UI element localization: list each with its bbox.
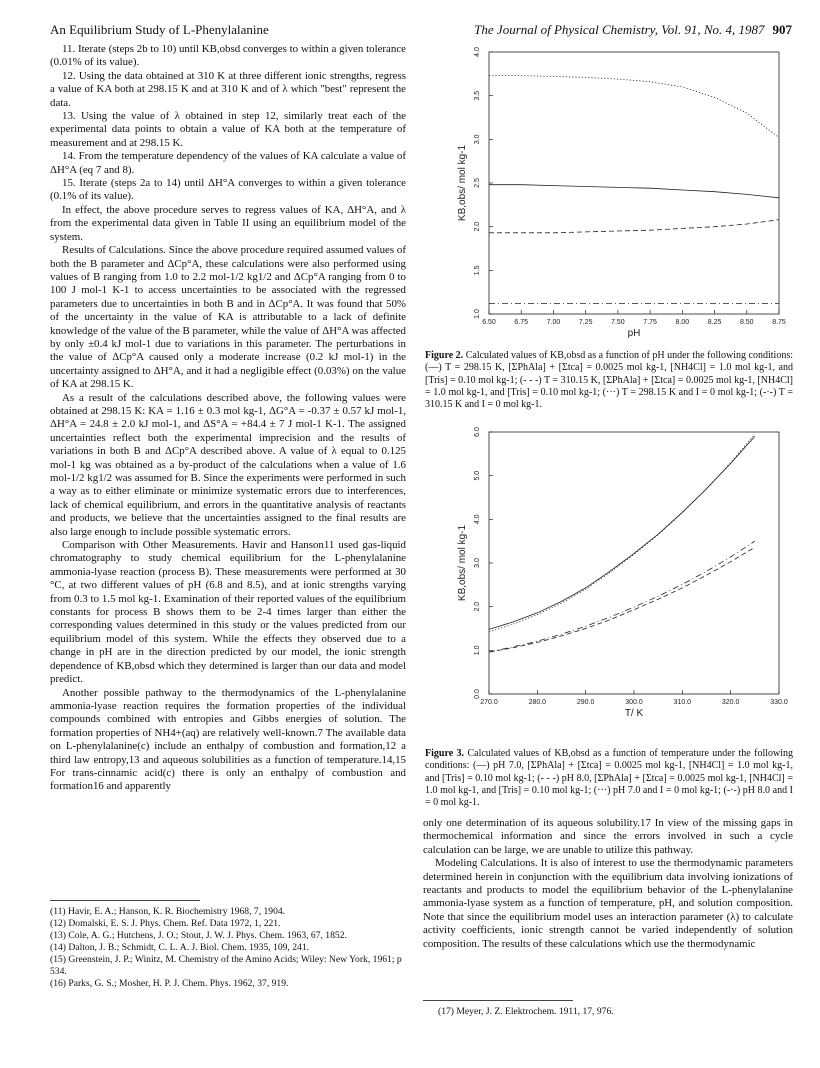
- x-tick-label: 8.50: [739, 319, 754, 326]
- y-tick-label: 1.5: [474, 265, 481, 276]
- x-tick-label: 300.0: [625, 699, 643, 706]
- series-line-dash-dot: [489, 541, 755, 652]
- paragraph: In effect, the above procedure serves to regress values of KA, ΔH°A, and λ from the experimental data given in Table II using an equilibrium model of the system.: [50, 203, 406, 243]
- x-tick-label: 7.75: [643, 319, 657, 326]
- series-line-dotted: [489, 434, 755, 632]
- y-tick-label: 0.0: [474, 689, 481, 699]
- x-tick-label: 6.50: [482, 319, 496, 326]
- y-tick-label: 1.0: [474, 645, 481, 656]
- x-tick-label: 310.0: [673, 699, 692, 706]
- figure-3-chart: [425, 420, 797, 735]
- footnote: (11) Havir, E. A.; Hanson, K. R. Biochemistry 1968, 7, 1904.: [50, 906, 286, 917]
- page-number: 907: [772, 22, 792, 37]
- figure-3-caption-text: Calculated values of KB,obsd as a function of temperature under the following conditions: (—) pH 7.0, [ΣPhAla] + [Σtca] = 0.0025 mol kg-1, [NH4Cl] = 1.0 mol kg-1, and [Tris] = 0.10 mol kg-1; (- - -) pH 8.0, [ΣPhAla] + [Σtca] = 0.0025 mol kg-1, [NH4Cl] = 1.0 mol kg-1, and [Tris] = 0.10 mol kg-1; (···) pH 7.0 and I = 0 mol kg-1; (-·-) pH 8.0 and I = 0 mol kg-1.: [425, 748, 793, 809]
- x-tick-label: 280.0: [528, 699, 547, 706]
- series-line-solid: [489, 436, 755, 629]
- x-tick-label: 8.25: [707, 319, 722, 326]
- figure-3-label: Figure 3.: [425, 748, 465, 759]
- x-tick-label: 270.0: [480, 699, 498, 706]
- y-tick-label: 6.0: [474, 427, 481, 437]
- x-tick-label: 7.00: [546, 319, 561, 326]
- footnotes-right: [438, 1006, 793, 1018]
- y-axis-label: KB,obs/ mol kg-1: [457, 144, 468, 222]
- footnote: (14) Dalton, J. B.; Schmidt, C. L. A. J. Biol. Chem. 1935, 109, 241.: [50, 942, 310, 953]
- paragraph: 11. Iterate (steps 2b to 10) until KB,obsd converges to within a given tolerance (0.01% of its value).: [50, 43, 406, 69]
- y-tick-label: 4.0: [474, 514, 481, 525]
- x-tick-label: 8.75: [772, 319, 786, 326]
- x-tick-label: 8.00: [675, 319, 690, 326]
- plot-frame: [489, 52, 779, 314]
- y-tick-label: 2.0: [474, 601, 481, 612]
- series-line-dashed: [489, 220, 779, 233]
- paragraph: Comparison with Other Measurements. Havir and Hanson11 used gas-liquid chromatography to study chemical equilibrium for the L-phenylalanine ammonia-lyase reaction (process B). These measurements were performed at 30 °C, at two different values of pH (6.8 and 8.5), and at ionic strengths varying from 0.3 to 1.5 mol kg-1. Examination of their reported values of the equilibrium constants for process B shows them to be 2-4 times larger than either the corresponding values determined in this study or the values predicted from our equilibrium model of this system. While the effects they observed due to a change in pH are in the direction predicted by our model, the ionic strength dependence of KB,obsd which they determined is larger than our data and model predict.: [50, 539, 406, 686]
- footnote-rule-left: [50, 900, 200, 901]
- y-tick-label: 3.5: [474, 90, 481, 101]
- paragraph: 12. Using the data obtained at 310 K at three different ionic strengths, regress a value of KA both at 298.15 K and at 310 K and of λ which "best" represent the data.: [50, 69, 406, 109]
- running-header-right: [474, 22, 792, 38]
- x-axis-label: T/ K: [624, 708, 644, 719]
- figure-2-chart: [425, 40, 797, 345]
- paragraph: Results of Calculations. Since the above procedure required assumed values of both the B parameter and ΔCp°A, these calculations were also performed using values of B ranging from 1.0 to 2.2 mol-1/2 kg1/2 and ΔCp°A ranging from 0 to 100 J mol-1 K-1 to access uncertainties to be associated with the regressed parameters due to uncertainties in both B and in ΔCp°A. It was found that 50% of the uncertainty in the value of KA is attributable to a lack of definite knowledge of the value of the B parameter, while the value of ΔH°A was affected by only ±0.4 kJ mol-1 due to variations in this parameter. The perturbations in the value of ΔCp°A caused only a moderate increase (0.2 kJ mol-1) in the uncertainty assigned to ΔH°A, and it had a negligible effect (0.03%) on the value of KA at 298.15 K.: [50, 244, 406, 391]
- figure-2-caption-text: Calculated values of KB,obsd as a function of pH under the following conditions: (—) T = 298.15 K, [ΣPhAla] + [Σtca] = 0.0025 mol kg-1, [NH4Cl] = 1.0 mol kg-1, and [Tris] = 0.10 mol kg-1; (- - -) T = 310.15 K, [ΣPhAla] + [Σtca] = 0.0025 mol kg-1, [NH4Cl] = 1.0 mol kg-1, and [Tris] = 0.10 mol kg-1; (···) T = 298.15 K and I = 0 mol kg-1; (-·-) T = 310.15 K and I = 0 mol kg-1.: [425, 350, 794, 411]
- y-tick-label: 1.0: [474, 309, 481, 319]
- paragraph: only one determination of its aqueous solubility.17 In view of the missing gaps in thermochemical information and since the errors involved in such a cycle calculation can be large, we are unable to utilize this pathway.: [423, 817, 793, 856]
- left-column: [50, 43, 406, 893]
- x-tick-label: 7.50: [611, 319, 625, 326]
- paragraph: 15. Iterate (steps 2a to 14) until ΔH°A converges to within a given tolerance (0.1% of its value).: [50, 177, 406, 203]
- footnote: (15) Greenstein, J. P.; Winitz, M. Chemistry of the Amino Acids; Wiley: New York, 1961; p 534.: [50, 954, 402, 977]
- series-line-dotted: [489, 76, 779, 138]
- footnote: (17) Meyer, J. Z. Elektrochem. 1911, 17, 976.: [438, 1006, 614, 1017]
- figure-2-label: Figure 2.: [425, 350, 464, 361]
- footnotes-left: [50, 906, 408, 990]
- x-tick-label: 320.0: [721, 699, 740, 706]
- plot-frame: [489, 432, 779, 694]
- y-axis-label: KB,obs/ mol kg-1: [457, 524, 468, 602]
- running-header-left: An Equilibrium Study of L-Phenylalanine: [50, 22, 269, 37]
- y-tick-label: 5.0: [474, 470, 481, 481]
- paragraph: 14. From the temperature dependency of the values of KA calculate a value of ΔH°A (eq 7 and 8).: [50, 150, 406, 176]
- figure-3: [425, 420, 797, 740]
- y-tick-label: 2.0: [474, 221, 481, 232]
- footnote: (12) Domalski, E. S. J. Phys. Chem. Ref. Data 1972, 1, 221.: [50, 918, 281, 929]
- series-line-solid: [489, 185, 779, 198]
- x-axis-label: pH: [627, 328, 641, 339]
- figure-2: [425, 40, 797, 350]
- x-tick-label: 330.0: [770, 699, 788, 706]
- x-tick-label: 6.75: [514, 319, 529, 326]
- journal-citation: The Journal of Physical Chemistry, Vol. 91, No. 4, 1987: [474, 22, 765, 37]
- right-column: [423, 817, 793, 987]
- paragraph: As a result of the calculations described above, the following values were obtained at 298.15 K: KA = 1.16 ± 0.3 mol kg-1, ΔG°A = -0.37 ± 0.57 kJ mol-1, ΔH°A = 24.8 ± 2.0 kJ mol-1, and ΔS°A = +84.4 ± 7 J mol-1 K-1. The assigned uncertainties reflect both the experimental imprecision and the results of variations in both B and ΔCp°A described above. A value of λ equal to 0.125 mol-1 kg was obtained as a by-product of the calculations when a value of 1.6 mol-1/2 kg1/2 was assumed for B. Since the experiments were performed in such a way as to either eliminate or minimize systematic errors due to interferences, lack of chemical equilibrium, and errors in the quantitative analysis of reactants and products, we believe that the uncertainties assigned to the final results are also large enough to include possible systematic errors.: [50, 391, 406, 538]
- paragraph: Modeling Calculations. It is also of interest to use the thermodynamic parameters determined herein in conjunction with the equilibrium data involving ionizations of reactants and products to model the equilibrium behavior of the L-phenylalanine ammonia-lyase system as a function of temperature, pH, and solution composition. Note that since the equilibrium model uses an interaction parameter (λ) to calculate activity coefficients, ionic strength cannot be varied independently of solution composition. The results of these calculations which use the thermodynamic: [423, 857, 793, 950]
- paragraph: Another possible pathway to the thermodynamics of the L-phenylalanine ammonia-lyase reaction requires the formation properties of the individual compounds combined with entropies and Gibbs energies of solution. The formation properties of NH4+(aq) are relatively well-known.7 The available data on L-phenylalanine(c) include an enthalpy of combustion and formation,12 a third law entropy,13 and aqueous solubilities as a function of temperature.14,15 For trans-cinnamic acid(c) there is only an enthalpy of combustion and formation16 and apparently: [50, 686, 406, 793]
- y-tick-label: 3.0: [474, 558, 481, 568]
- footnote: (13) Cole, A. G.; Hutchens, J. O.; Stout, J. W. J. Phys. Chem. 1963, 67, 1852.: [50, 930, 347, 941]
- footnote-rule-right: [423, 1000, 573, 1001]
- figure-2-caption: [425, 350, 793, 411]
- x-tick-label: 7.25: [578, 319, 593, 326]
- paragraph: 13. Using the value of λ obtained in step 12, similarly treat each of the experimental data points to obtain a value of KA both at the temperature of measurement and at 298.15 K.: [50, 110, 406, 149]
- y-tick-label: 3.0: [474, 134, 481, 145]
- y-tick-label: 2.5: [474, 178, 481, 188]
- x-tick-label: 290.0: [576, 699, 595, 706]
- figure-3-caption: [425, 748, 793, 809]
- footnote: (16) Parks, G. S.; Mosher, H. P. J. Chem. Phys. 1962, 37, 919.: [50, 978, 289, 989]
- y-tick-label: 4.0: [474, 47, 481, 57]
